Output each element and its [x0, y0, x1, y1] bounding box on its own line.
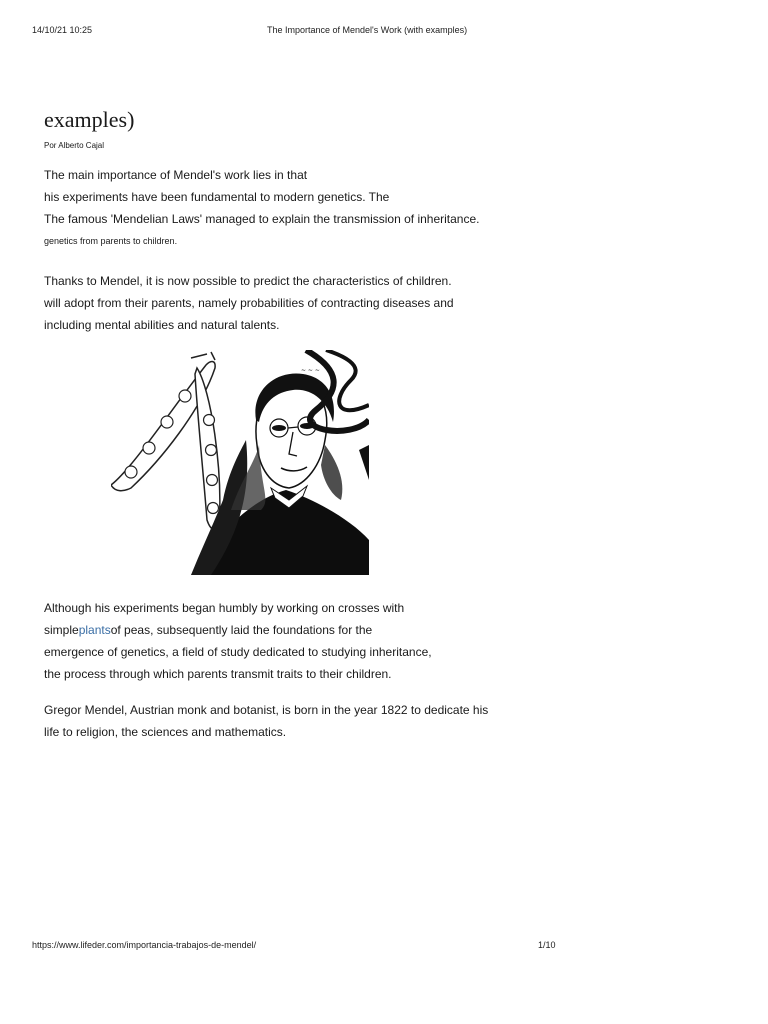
paragraph-line: his experiments have been fundamental to modern genetics. The: [44, 190, 390, 204]
paragraph-line: The main importance of Mendel's work lies in that: [44, 168, 308, 182]
paragraph-line: Thanks to Mendel, it is now possible to predict the characteristics of children.: [44, 274, 452, 288]
mendel-portrait-image: [111, 350, 369, 575]
paragraph-line: emergence of genetics, a field of study dedicated to studying inheritance,: [44, 645, 432, 659]
article-body: [44, 100, 489, 757]
plants-link[interactable]: plants: [78, 623, 111, 637]
paragraph-text: of peas, subsequently laid the foundations for the: [110, 623, 373, 637]
svg-text:~ ~ ~: ~ ~ ~: [301, 367, 320, 374]
byline: Por Alberto Cajal: [44, 141, 105, 150]
paragraph-line: including mental abilities and natural talents.: [44, 318, 280, 332]
paragraph-line: [44, 619, 444, 641]
paragraph-prediction: [44, 270, 454, 336]
paragraph-line: Gregor Mendel, Austrian monk and botanist, is born in the year 1822 to dedicate his: [44, 703, 489, 717]
paragraph-line: Although his experiments began humbly by working on crosses with: [44, 601, 405, 615]
print-datetime: 14/10/21 10:25: [32, 25, 93, 35]
paragraph-text: simple: [44, 623, 79, 637]
paragraph-line: The famous 'Mendelian Laws' managed to explain the transmission of inheritance.: [44, 212, 480, 226]
paragraph-importance: [44, 164, 480, 252]
paragraph-line: genetics from parents to children.: [44, 236, 178, 246]
print-document-title: The Importance of Mendel's Work (with examples): [267, 25, 468, 35]
paragraph-experiments: [44, 597, 444, 685]
mendel-pea-pod-illustration: [111, 350, 369, 575]
article-title: examples): [44, 107, 135, 132]
paragraph-biography: [44, 699, 489, 743]
print-header: [32, 25, 736, 39]
paragraph-line: will adopt from their parents, namely probabilities of contracting diseases and: [44, 296, 454, 310]
print-url: https://www.lifeder.com/importancia-trabajos-de-mendel/: [32, 940, 257, 950]
page-number: 1/10: [538, 940, 556, 950]
paragraph-line: life to religion, the sciences and mathematics.: [44, 725, 287, 739]
paragraph-line: the process through which parents transmit traits to their children.: [44, 667, 392, 681]
print-footer: [32, 940, 736, 954]
